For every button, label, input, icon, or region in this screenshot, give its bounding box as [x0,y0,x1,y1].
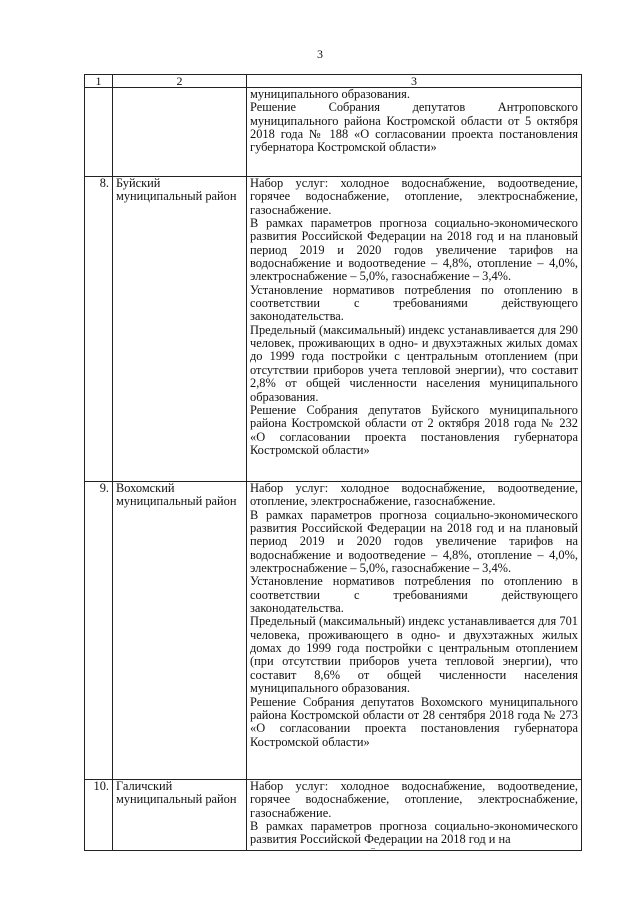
paragraph: В рамках параметров прогноза социально-экономического развития Российской Федерации на 2018 год и на плановый период 2019 и 2020 годов увеличение тарифов на водоснабжение и водоотведение – 4,8%, отопление – 4,0%, электроснабжение – 5,0%, газоснабжение – 3,4%. [250,507,578,576]
table-row-continuation [85,88,582,177]
district-name: Буйский муниципальный район [113,177,247,482]
header-col-1: 1 [85,75,113,88]
district-name: Галичский муниципальный район [113,780,247,851]
paragraph: Решение Собрания депутатов Антроповского муниципального района Костромской области от 5 октября 2018 года № 188 «О согласовании проекта постановления губернатора Костромской области» [250,100,578,155]
row-content [247,482,582,780]
row-content [247,177,582,482]
paragraph: Набор услуг: холодное водоснабжение, водоотведение, горячее водоснабжение, отопление, электроснабжение, газоснабжение. [250,176,578,217]
paragraph: Решение Собрания депутатов Буйского муниципального района Костромской области от 2 октября 2018 года № 232 «О согласовании проекта постановления губернатора Костромской области» [250,402,578,457]
paragraph: Установление нормативов потребления по отоплению в соответствии с требованиями действующего законодательства. [250,282,578,324]
paragraph: Набор услуг: холодное водоснабжение, водоотведение, горячее водоснабжение, отопление, электроснабжение, газоснабжение. [250,779,578,820]
row-content [247,780,582,851]
row-number: 9. [85,482,113,780]
row-number [85,88,113,177]
header-col-3: 3 [247,75,582,88]
row-number: 10. [85,780,113,851]
header-col-2: 2 [113,75,247,88]
scan-mark [371,848,375,849]
paragraph: В рамках параметров прогноза социально-экономического развития Российской Федерации на 2018 год и на [250,819,578,847]
paragraph: Решение Собрания депутатов Вохомского муниципального района Костромской области от 28 сентября 2018 года № 273 «О согласовании проекта постановления губернатора Костромской области» [250,694,578,749]
paragraph: Предельный (максимальный) индекс устанавливается для 701 человека, проживающего в одно- и двухэтажных жилых домах до 1999 года постройки с центральным отоплением (при отсутствии приборов учета тепловой энергии), что составит 8,6% от общей численности населения муниципального образования. [250,614,578,696]
district-name [113,88,247,177]
page-number: 3 [317,47,323,61]
row-content [247,88,582,177]
services-table [84,74,582,851]
table-row-vokhomsky [85,482,582,780]
paragraph: Предельный (максимальный) индекс устанавливается для 290 человек, проживающих в одно- и двухэтажных жилых домах до 1999 года постройки с центральным отоплением (при отсутствии приборов учета тепловой энергии), что составит 2,8% от общей численности населения муниципального образования. [250,322,578,404]
paragraph: В рамках параметров прогноза социально-экономического развития Российской Федерации на 2018 год и на плановый период 2019 и 2020 годов увеличение тарифов на водоснабжение и водоотведение – 4,8%, отопление – 4,0%, электроснабжение – 5,0%, газоснабжение – 3,4%. [250,216,578,284]
paragraph: муниципального образования. [250,87,410,101]
table-row-galichsky [85,780,582,851]
paragraph: Набор услуг: холодное водоснабжение, водоотведение, отопление, электроснабжение, газоснабжение. [250,481,578,509]
table-row-buisky [85,177,582,482]
row-number: 8. [85,177,113,482]
table-header-row [85,75,582,88]
district-name: Вохомский муниципальный район [113,482,247,780]
paragraph: Установление нормативов потребления по отоплению в соответствии с требованиями действующего законодательства. [250,574,578,616]
